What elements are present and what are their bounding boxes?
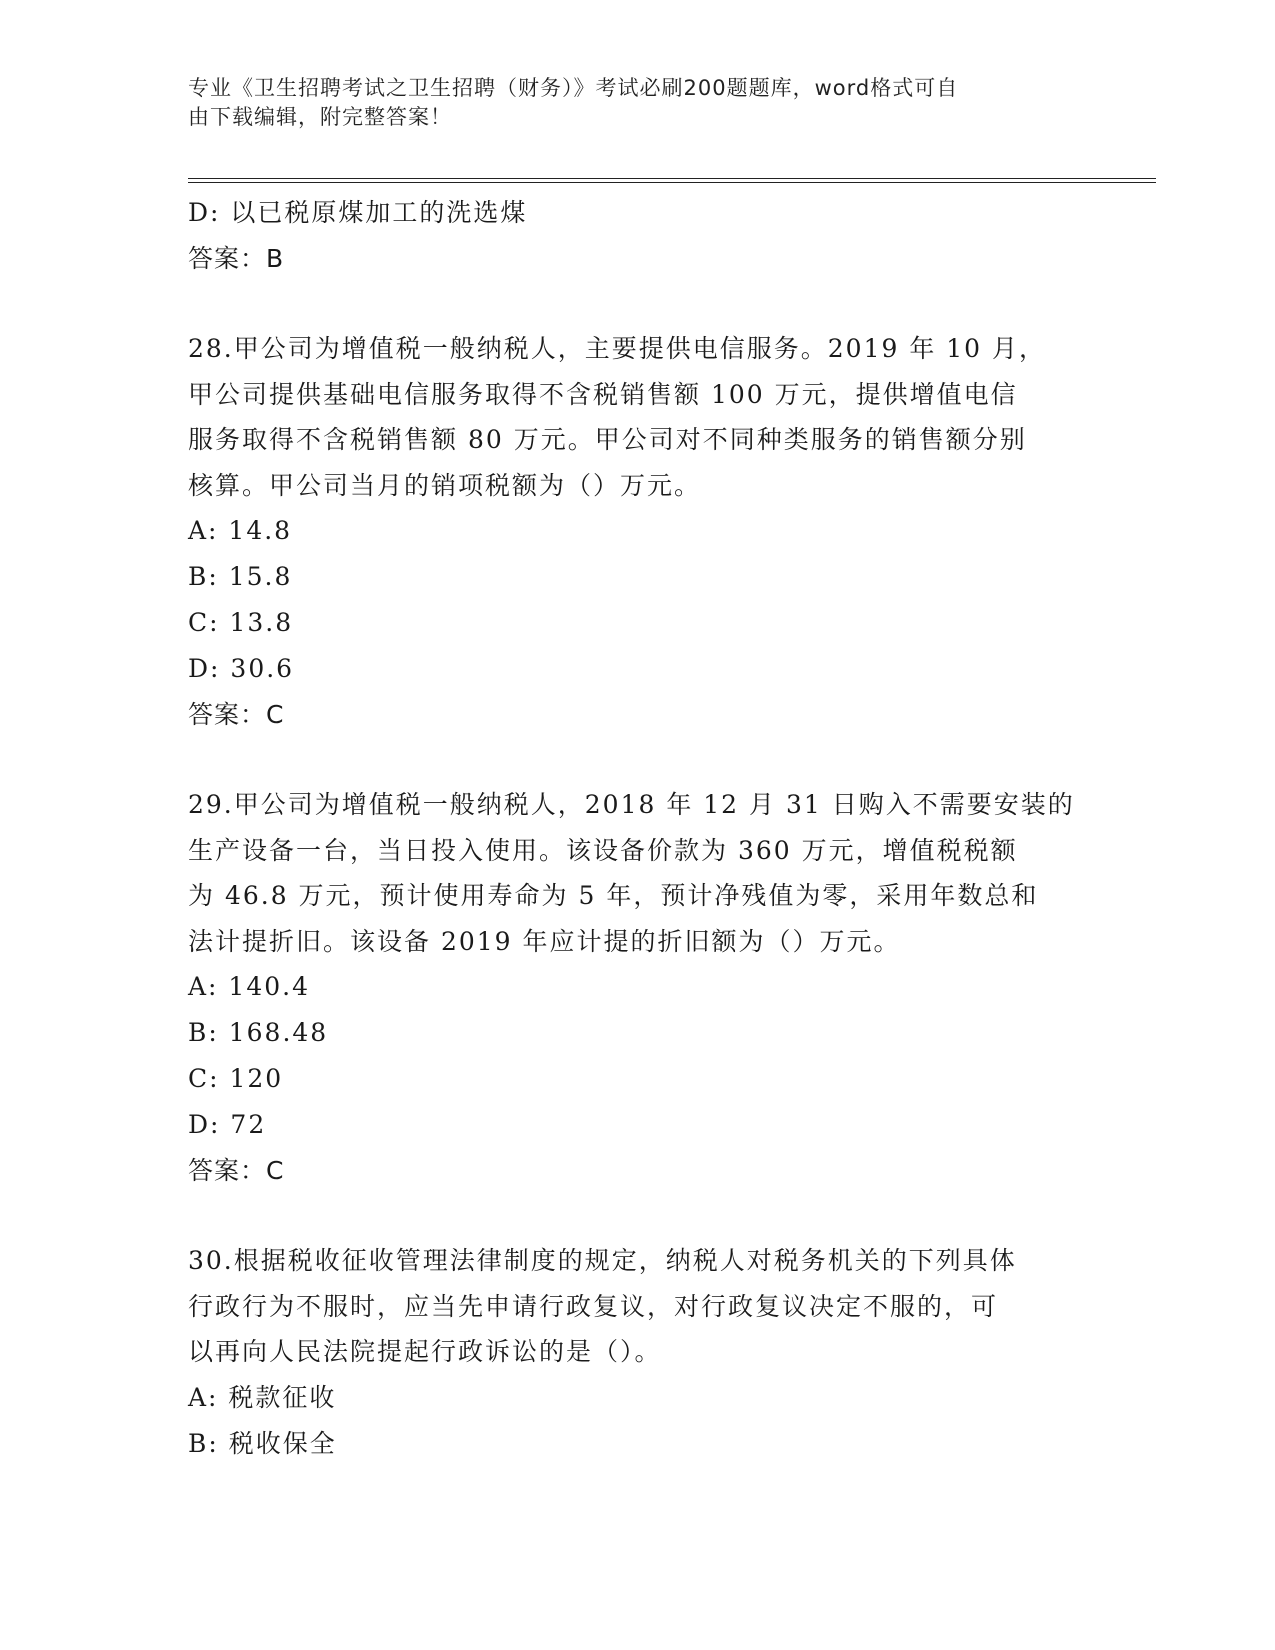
document-header (188, 74, 1088, 132)
question-28-option-c: C: 13.8 (188, 608, 294, 637)
question-30-option-b: B: 税收保全 (188, 1428, 337, 1458)
question-28-option-b: B: 15.8 (188, 562, 293, 591)
question-29-answer: 答案：C (188, 1156, 285, 1185)
question-30-stem-line: 30.根据税收征收管理法律制度的规定，纳税人对税务机关的下列具体 (188, 1246, 1017, 1275)
header-rule-bottom (188, 182, 1156, 183)
document-body (188, 190, 1088, 1467)
question-29-option-b: B: 168.48 (188, 1018, 329, 1047)
question-28-stem (188, 326, 1068, 508)
question-29-stem-line: 为 46.8 万元，预计使用寿命为 5 年，预计净残值为零，采用年数总和 (188, 881, 1039, 910)
question-30-option-a: A: 税款征收 (188, 1382, 337, 1412)
question-29-stem-line: 29.甲公司为增值税一般纳税人，2018 年 12 月 31 日购入不需要安装的 (188, 790, 1075, 819)
prev-answer: 答案：B (188, 244, 285, 273)
header-line-1: 专业《卫生招聘考试之卫生招聘（财务）》考试必刷200题题库，word格式可自 (188, 76, 959, 100)
question-29-option-a: A: 140.4 (188, 972, 310, 1001)
question-28-stem-line: 甲公司提供基础电信服务取得不含税销售额 100 万元，提供增值电信 (188, 379, 1018, 409)
header-rule-top (188, 178, 1156, 179)
question-28-option-d: D: 30.6 (188, 654, 295, 683)
question-30-stem (188, 1238, 1068, 1375)
header-line-2: 由下载编辑，附完整答案！ (188, 105, 452, 129)
question-28-stem-line: 核算。甲公司当月的销项税额为（）万元。 (188, 470, 702, 500)
question-28-option-a: A: 14.8 (188, 516, 293, 545)
question-28-answer: 答案：C (188, 700, 285, 729)
question-29-stem (188, 782, 1075, 964)
question-29-stem-line: 法计提折旧。该设备 2019 年应计提的折旧额为（）万元。 (188, 926, 901, 956)
question-30-stem-line: 以再向人民法院提起行政诉讼的是（）。 (188, 1337, 662, 1366)
question-29-stem-line: 生产设备一台，当日投入使用。该设备价款为 360 万元，增值税税额 (188, 835, 1018, 865)
question-29-option-d: D: 72 (188, 1110, 267, 1139)
question-30-stem-line: 行政行为不服时，应当先申请行政复议，对行政复议决定不服的，可 (188, 1291, 999, 1321)
question-28-stem-line: 28.甲公司为增值税一般纳税人，主要提供电信服务。2019 年 10 月， (188, 334, 1047, 363)
question-28-stem-line: 服务取得不含税销售额 80 万元。甲公司对不同种类服务的销售额分别 (188, 425, 1027, 454)
prev-option-d: D: 以已税原煤加工的洗选煤 (188, 198, 528, 227)
question-29-option-c: C: 120 (188, 1064, 284, 1093)
